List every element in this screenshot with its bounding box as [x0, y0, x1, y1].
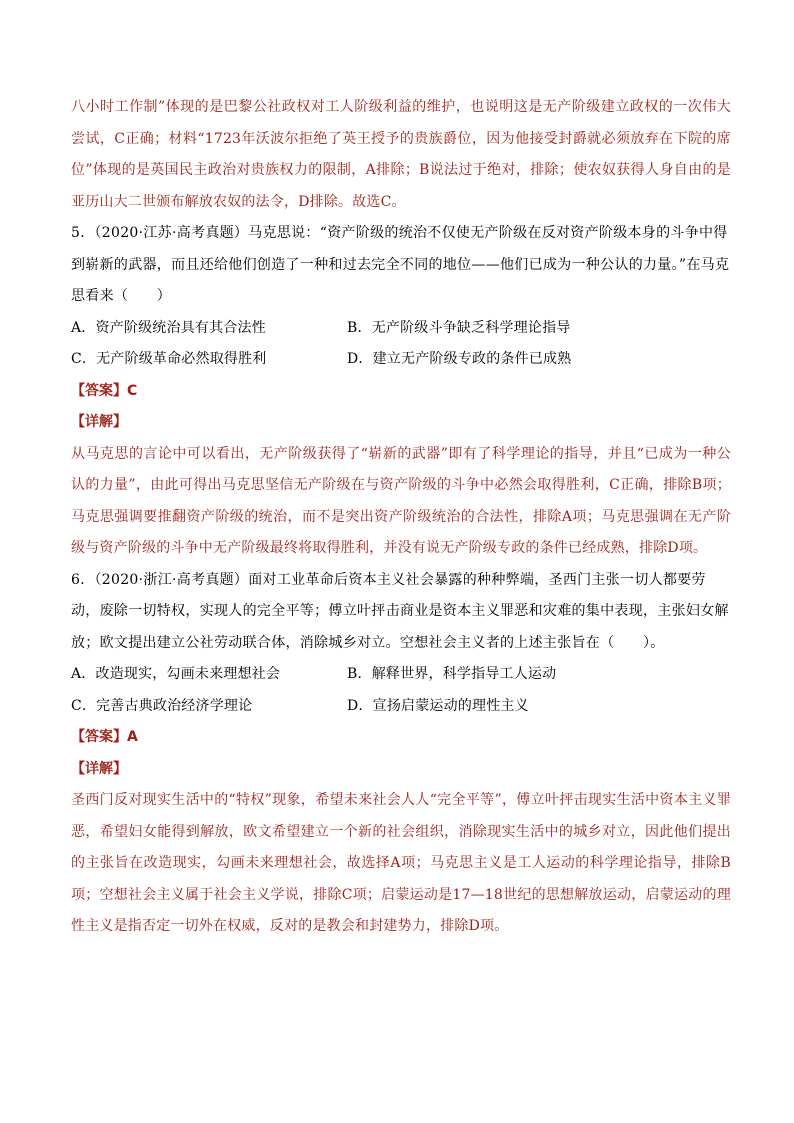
question-6-option-b[interactable]: B．解释世界，科学指导工人运动 — [347, 666, 557, 682]
previous-explanation-continuation: 八小时工作制”体现的是巴黎公社政权对工人阶级利益的维护，也说明这是无产阶级建立政权的一次伟大尝试，C正确；材料“1723年沃波尔拒绝了英王授予的贵族爵位，因为他接受封爵就必须放弃在下院的席位”体现的是英国民主政治对贵族权力的限制，A排除；B说法过于绝对，排除；使农奴获得人身自由的是亚历山大二世颁布解放农奴的法令，D排除。故选C。 — [71, 99, 731, 210]
question-6-answer: 【答案】A — [71, 729, 138, 745]
question-5-option-c[interactable]: C．无产阶级革命必然取得胜利 — [71, 351, 267, 367]
question-5-option-b[interactable]: B．无产阶级斗争缺乏科学理论指导 — [347, 319, 571, 336]
question-5-option-d[interactable]: D．建立无产阶级专政的条件已成熟 — [347, 351, 572, 367]
question-5 — [71, 218, 731, 565]
question-6-option-a[interactable]: A．改造现实，勾画未来理想社会 — [71, 666, 281, 682]
question-6 — [71, 565, 731, 943]
question-5-answer: 【答案】C — [71, 382, 138, 399]
question-5-detail: 从马克思的言论中可以看出，无产阶级获得了“崭新的武器”即有了科学理论的指导，并且“已成为一种公认的力量”，由此可得出马克思坚信无产阶级在与资产阶级的斗争中必然会取得胜利，C正确，排除B项；马克思强调要推翻资产阶级的统治，而不是突出资产阶级统治的合法性，排除A项；马克思强调在无产阶级与资产阶级的斗争中无产阶级最终将取得胜利，并没有说无产阶级专政的条件已经成熟，排除D项。 — [71, 445, 731, 556]
document-page — [71, 92, 731, 943]
question-5-options — [71, 313, 731, 376]
question-6-stem: 6．（2020·浙江·高考真题）面对工业革命后资本主义社会暴露的种种弊端，圣西门主张一切人都要劳动，废除一切特权，实现人的完全平等；傅立叶抨击商业是资本主义罪恶和灾难的集中表现，主张妇女解放；欧文提出建立公社劳动联合体，消除城乡对立。空想社会主义者的上述主张旨在（ ）。 — [71, 571, 729, 651]
question-5-stem: 5．（2020·江苏·高考真题）马克思说：“资产阶级的统治不仅使无产阶级在反对资产阶级本身的斗争中得到崭新的武器，而且还给他们创造了一种和过去完全不同的地位——他们已成为一种公认的力量。”在马克思看来（ ） — [71, 225, 730, 304]
question-5-detail-label: 【详解】 — [71, 414, 127, 430]
question-6-detail: 圣西门反对现实生活中的“特权”现象，希望未来社会人人“完全平等”，傅立叶抨击现实生活中资本主义罪恶，希望妇女能得到解放，欧文希望建立一个新的社会组织，消除现实生活中的城乡对立，因此他们提出的主张旨在改造现实，勾画未来理想社会，故选择A项；马克思主义是工人运动的科学理论指导，排除B项；空想社会主义属于社会主义学说，排除C项；启蒙运动是17—18世纪的思想解放运动，启蒙运动的理性主义是指否定一切外在权威，反对的是教会和封建势力，排除D项。 — [71, 792, 731, 934]
question-6-options — [71, 659, 731, 722]
question-6-option-c[interactable]: C．完善古典政治经济学理论 — [71, 697, 253, 714]
question-6-detail-label: 【详解】 — [71, 760, 127, 777]
question-6-option-d[interactable]: D．宣扬启蒙运动的理性主义 — [347, 697, 529, 714]
question-5-option-a[interactable]: A．资产阶级统治具有其合法性 — [71, 319, 266, 336]
